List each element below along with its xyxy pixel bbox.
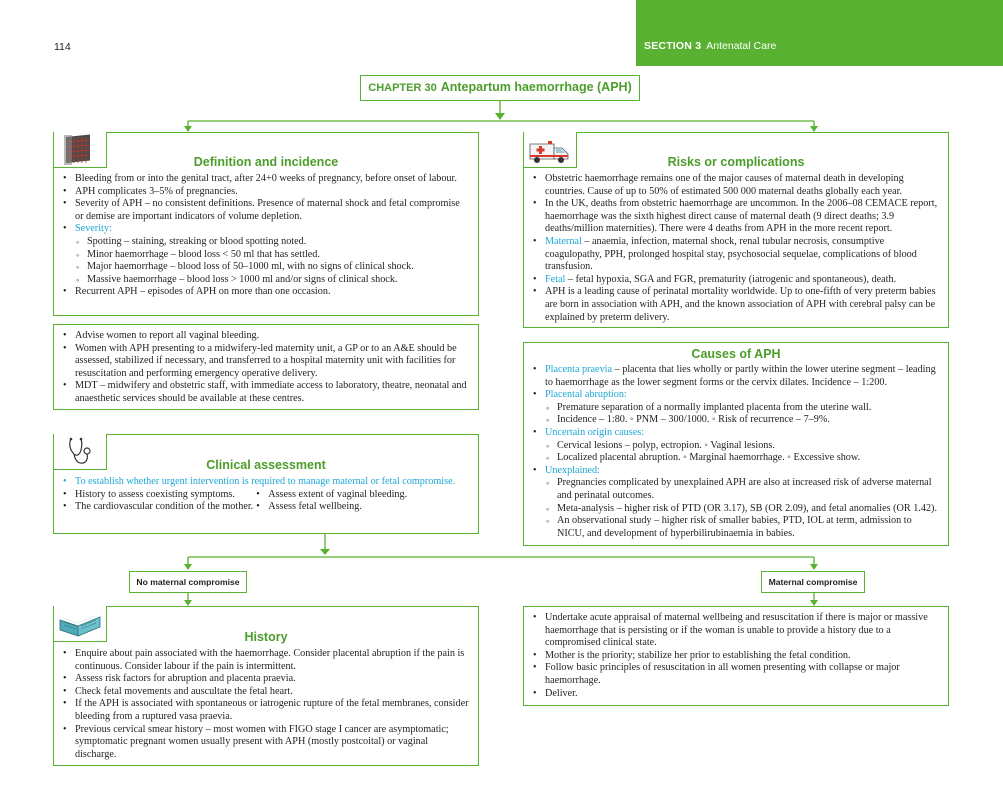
list-item: • APH is a leading cause of perinatal mortality worldwide. Up to one-fifth of very preterm babies are born in association with APH, and the known association of APH with cerebral palsy can be explained by preterm delivery. xyxy=(532,286,940,324)
open-book-icon xyxy=(54,606,106,640)
management-list xyxy=(532,612,940,700)
advice-list xyxy=(62,330,470,406)
clinical-columns xyxy=(62,489,470,514)
list-item: • Follow basic principles of resuscitation in all women presenting with collapse or major haemorrhage. xyxy=(532,662,940,687)
history-title: History xyxy=(244,630,288,644)
list-item: ◦ Spotting – staining, streaking or blood spotting noted. xyxy=(75,236,470,249)
list-item: • APH complicates 3–5% of pregnancies. xyxy=(62,186,470,199)
severity-label: Severity: xyxy=(75,223,112,235)
no-maternal-compromise-label: No maternal compromise xyxy=(129,571,247,593)
list-item: • Undertake acute appraisal of maternal wellbeing and resuscitation if there is major or massive haemorrhage that is persisting or if the woman is unable to provide a history due to a compromised clinical state. xyxy=(532,612,940,650)
list-item: ◦ Premature separation of a normally implanted placenta from the uterine wall. xyxy=(545,402,940,415)
advice-box xyxy=(53,324,479,410)
page-number: 114 xyxy=(54,41,71,53)
list-item xyxy=(532,274,940,287)
list-item xyxy=(532,236,940,274)
list-item: • Assess risk factors for abruption and placenta praevia. xyxy=(62,673,470,686)
definition-list xyxy=(62,173,470,299)
list-item: ◦ Major haemorrhage – blood loss of 50–1000 ml, with no signs of clinical shock. xyxy=(75,261,470,274)
list-item xyxy=(532,364,940,389)
clinical-left-list xyxy=(62,489,253,514)
list-item: • If the APH is associated with spontaneous or iatrogenic rupture of the fetal membranes, consider bleeding from a ruptured vasa praevia. xyxy=(62,698,470,723)
list-item: • Mother is the priority; stabilize her prior to establishing the fetal condition. xyxy=(532,650,940,663)
list-item: • In the UK, deaths from obstetric haemorrhage are uncommon. In the 2006–08 CEMACE report, haemorrhage was the sixth highest direct cause of maternal death (9 direct deaths; 3.9 deaths/million maternities). There were 4 deaths from APH in the more recent report. xyxy=(532,198,940,236)
list-item: ◦ Minor haemorrhage – blood loss < 50 ml that has settled. xyxy=(75,249,470,262)
list-item: • Advise women to report all vaginal bleeding. xyxy=(62,330,470,343)
list-item: • The cardiovascular condition of the mother. xyxy=(62,501,253,514)
causes-title: Causes of APH xyxy=(691,347,781,361)
section-title: Antenatal Care xyxy=(706,40,777,52)
unexplained-label: Unexplained: xyxy=(545,464,600,476)
list-item: ◦ Meta-analysis – higher risk of PTD (OR 3.17), SB (OR 2.09), and fetal anomalies (OR 1.42). xyxy=(545,503,940,516)
list-item: • History to assess coexisting symptoms. xyxy=(62,489,253,502)
maternal-text: – anaemia, infection, maternal shock, renal tubular necrosis, consumptive coagulopathy, PPH, prolonged hospital stay, psychosocial sequelae, complications of blood transfusion. xyxy=(545,235,917,273)
section-label: SECTION 3 xyxy=(644,40,702,52)
definition-title: Definition and incidence xyxy=(193,155,339,169)
ambulance-icon xyxy=(524,132,576,166)
list-item: • Bleeding from or into the genital tract, after 24+0 weeks of pregnancy, before onset of labour. xyxy=(62,173,470,186)
clinical-right-list xyxy=(253,489,407,514)
calendar-grid-icon xyxy=(54,132,106,166)
list-item: • Recurrent APH – episodes of APH on more than one occasion. xyxy=(62,286,470,299)
arrowhead xyxy=(810,564,818,570)
list-item: ◦ Cervical lesions – polyp, ectropion. ◦ Vaginal lesions. xyxy=(545,440,940,453)
unexplained-list xyxy=(545,477,940,540)
chapter-title: Antepartum haemorrhage (APH) xyxy=(440,80,632,94)
list-item: • Assess extent of vaginal bleeding. xyxy=(255,489,407,502)
chapter-label: CHAPTER 30 xyxy=(368,82,437,94)
list-item: • Women with APH presenting to a midwifery-led maternity unit, a GP or to an A&E should be assessed, stabilized if necessary, and transferred to a hospital maternity unit with facilities for resuscitation and performing emergency operative delivery. xyxy=(62,343,470,381)
list-item: ◦ Pregnancies complicated by unexplained APH are also at increased risk of adverse maternal and perinatal outcomes. xyxy=(545,477,940,502)
risks-box xyxy=(523,132,949,328)
list-item xyxy=(62,223,470,286)
clinical-icon-frame xyxy=(53,434,107,470)
list-item: • Previous cervical smear history – most women with FIGO stage I cancer are asymptomatic; symptomatic pregnant women usually present with APH (mostly postcoital) or vaginal discharge. xyxy=(62,724,470,762)
clinical-assessment-box xyxy=(53,434,479,534)
arrowhead xyxy=(320,549,330,555)
fetal-label: Fetal xyxy=(545,273,566,285)
clinical-title: Clinical assessment xyxy=(206,458,326,472)
abruption-list xyxy=(545,402,940,427)
arrowhead xyxy=(184,564,192,570)
risks-icon-frame xyxy=(523,132,577,168)
maternal-label: Maternal xyxy=(545,235,582,247)
list-item: • To establish whether urgent intervention is required to manage maternal or fetal compromise. xyxy=(62,476,470,489)
praevia-label: Placenta praevia xyxy=(545,364,613,375)
management-box xyxy=(523,606,949,706)
history-list xyxy=(62,648,470,761)
list-item: ◦ Localized placental abruption. ◦ Marginal haemorrhage. ◦ Excessive show. xyxy=(545,452,940,465)
abruption-label: Placental abruption: xyxy=(545,389,627,401)
list-item xyxy=(532,427,940,465)
list-item xyxy=(532,389,940,427)
uncertain-list xyxy=(545,440,940,465)
praevia-text: – placenta that lies wholly or partly within the lower uterine segment – leading to haemorrhage as the lower segment forms or the cervix dilates. Incidence – 1:200. xyxy=(545,364,936,388)
list-item: • Deliver. xyxy=(532,688,940,701)
definition-icon-frame xyxy=(53,132,107,168)
causes-list xyxy=(532,364,940,540)
list-item: ◦ An observational study – higher risk of smaller babies, PTD, IOL at term, admission to NICU, and development of hyperbilirubinaemia in babies. xyxy=(545,515,940,540)
list-item: • Obstetric haemorrhage remains one of the major causes of maternal death in developing countries. Cause of up to 50% of estimated 500 000 maternal deaths globally each year. xyxy=(532,173,940,198)
definition-box xyxy=(53,132,479,316)
list-item: • Enquire about pain associated with the haemorrhage. Consider placental abruption if the pain is continuous. Consider labour if the pain is intermittent. xyxy=(62,648,470,673)
clinical-lead-list xyxy=(62,476,470,489)
list-item: ◦ Incidence – 1:80. ◦ PNM – 300/1000. ◦ Risk of recurrence – 7–9%. xyxy=(545,414,940,427)
causes-box xyxy=(523,342,949,546)
stethoscope-icon xyxy=(54,434,106,468)
list-item: • MDT – midwifery and obstetric staff, with immediate access to laboratory, theatre, neonatal and anaesthetic services should be available at these centres. xyxy=(62,380,470,405)
uncertain-label: Uncertain origin causes: xyxy=(545,426,645,438)
list-item: • Assess fetal wellbeing. xyxy=(255,501,407,514)
risks-title: Risks or complications xyxy=(667,155,805,169)
fetal-text: – fetal hypoxia, SGA and FGR, prematurity (iatrogenic and spontaneous), death. xyxy=(565,273,897,285)
maternal-compromise-label: Maternal compromise xyxy=(761,571,865,593)
history-box xyxy=(53,606,479,766)
arrowhead xyxy=(495,113,505,120)
list-item: • Severity of APH – no consistent definitions. Presence of maternal shock and fetal compromise or demise are important indicators of volume depletion. xyxy=(62,198,470,223)
risks-list xyxy=(532,173,940,324)
list-item: • Check fetal movements and auscultate the fetal heart. xyxy=(62,686,470,699)
list-item xyxy=(532,465,940,541)
list-item: ◦ Massive haemorrhage – blood loss > 1000 ml and/or signs of clinical shock. xyxy=(75,274,470,287)
severity-list xyxy=(75,236,470,286)
history-icon-frame xyxy=(53,606,107,642)
